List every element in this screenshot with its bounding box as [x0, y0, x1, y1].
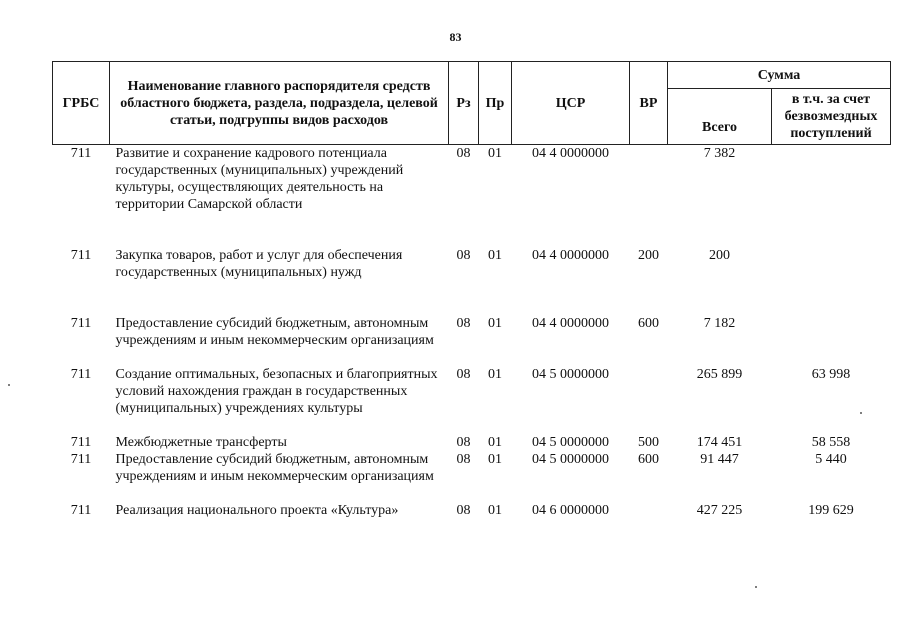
cell-grbs: 711: [70, 367, 92, 382]
cell-name: Межбюджетные трансферты: [115, 435, 287, 450]
cell-total: 427 225: [696, 503, 743, 518]
table-row: [53, 315, 891, 349]
cell-total: 91 447: [700, 452, 739, 467]
cell-pr: 01: [488, 452, 502, 467]
cell-pr: 01: [488, 146, 502, 161]
cell-pr: 01: [488, 503, 502, 518]
header-pr: Пр: [479, 62, 512, 145]
cell-vr: 600: [638, 316, 659, 331]
row-spacer: [53, 349, 891, 366]
page-number: 83: [449, 30, 462, 44]
table-header: [53, 62, 891, 145]
cell-rz: 08: [456, 248, 471, 263]
table-body: [53, 145, 891, 520]
scan-speck: [8, 384, 10, 386]
cell-free: 5 440: [815, 452, 847, 467]
cell-name: Создание оптимальных, безопасных и благоприятных условий нахождения граждан в государственных (муниципальных) учреждениях культуры: [115, 367, 438, 416]
cell-name: Предоставление субсидий бюджетным, автономным учреждениям и иным некоммерческим организациям: [115, 452, 434, 484]
row-spacer: [53, 281, 891, 298]
cell-rz: 08: [456, 146, 471, 161]
header-sum: Сумма: [668, 62, 891, 89]
cell-free: [772, 315, 891, 349]
cell-free: 58 558: [811, 435, 851, 450]
cell-csr: 04 4 0000000: [532, 316, 609, 331]
cell-csr: 04 5 0000000: [532, 435, 609, 450]
cell-free: 63 998: [811, 367, 851, 382]
header-rz: Рз: [449, 62, 479, 145]
table-row: [53, 451, 891, 485]
table-row: [53, 502, 891, 519]
cell-rz: 08: [456, 503, 471, 518]
cell-pr: 01: [488, 435, 502, 450]
header-csr: ЦСР: [512, 62, 630, 145]
cell-rz: 08: [456, 435, 471, 450]
cell-free: 199 629: [808, 503, 854, 518]
cell-grbs: 711: [70, 452, 92, 467]
cell-vr: [630, 502, 668, 519]
table-row: [53, 247, 891, 281]
cell-total: 174 451: [696, 435, 743, 450]
header-name: Наименование главного распорядителя средств областного бюджета, раздела, подраздела, целевой статьи, подгруппы видов расходов: [110, 62, 449, 145]
cell-name: Реализация национального проекта «Культура»: [115, 503, 399, 518]
cell-grbs: 711: [70, 316, 92, 331]
row-spacer: [53, 485, 891, 502]
scan-speck: [860, 412, 862, 414]
cell-rz: 08: [456, 316, 471, 331]
cell-rz: 08: [456, 367, 471, 382]
cell-total: 265 899: [696, 367, 743, 382]
header-free: в т.ч. за счет безвозмездных поступлений: [772, 89, 891, 145]
cell-total: 7 382: [703, 146, 736, 161]
cell-vr: 500: [638, 435, 659, 450]
cell-csr: 04 5 0000000: [532, 452, 609, 467]
cell-vr: [630, 145, 668, 214]
cell-pr: 01: [488, 248, 502, 263]
cell-rz: 08: [456, 452, 471, 467]
cell-grbs: 711: [70, 248, 92, 263]
table-row: [53, 434, 891, 451]
header-vr: ВР: [630, 62, 668, 145]
cell-csr: 04 4 0000000: [532, 248, 609, 263]
cell-free: [772, 145, 891, 214]
header-grbs: ГРБС: [53, 62, 110, 145]
cell-grbs: 711: [70, 146, 92, 161]
cell-csr: 04 6 0000000: [532, 503, 609, 518]
cell-csr: 04 5 0000000: [532, 367, 609, 382]
cell-name: Развитие и сохранение кадрового потенциала государственных (муниципальных) учреждений культуры, осуществляющих деятельность на территории Самарской области: [115, 146, 404, 212]
table-row: [53, 145, 891, 214]
cell-total: 200: [709, 248, 730, 263]
cell-name: Закупка товаров, работ и услуг для обеспечения государственных (муниципальных) нужд: [115, 248, 403, 280]
cell-vr: 600: [638, 452, 659, 467]
cell-vr: 200: [638, 248, 659, 263]
cell-pr: 01: [488, 367, 502, 382]
row-spacer: [53, 298, 891, 315]
cell-grbs: 711: [70, 435, 92, 450]
cell-grbs: 711: [70, 503, 92, 518]
table-row: [53, 366, 891, 417]
row-spacer: [53, 213, 891, 230]
header-total: Всего: [668, 89, 772, 145]
budget-table: [52, 61, 891, 519]
cell-name: Предоставление субсидий бюджетным, автономным учреждениям и иным некоммерческим организациям: [115, 316, 434, 348]
cell-free: [772, 247, 891, 281]
cell-vr: [630, 366, 668, 417]
cell-csr: 04 4 0000000: [532, 146, 609, 161]
row-spacer: [53, 417, 891, 434]
scan-speck: [755, 586, 757, 588]
cell-pr: 01: [488, 316, 502, 331]
row-spacer: [53, 230, 891, 247]
cell-total: 7 182: [703, 316, 736, 331]
